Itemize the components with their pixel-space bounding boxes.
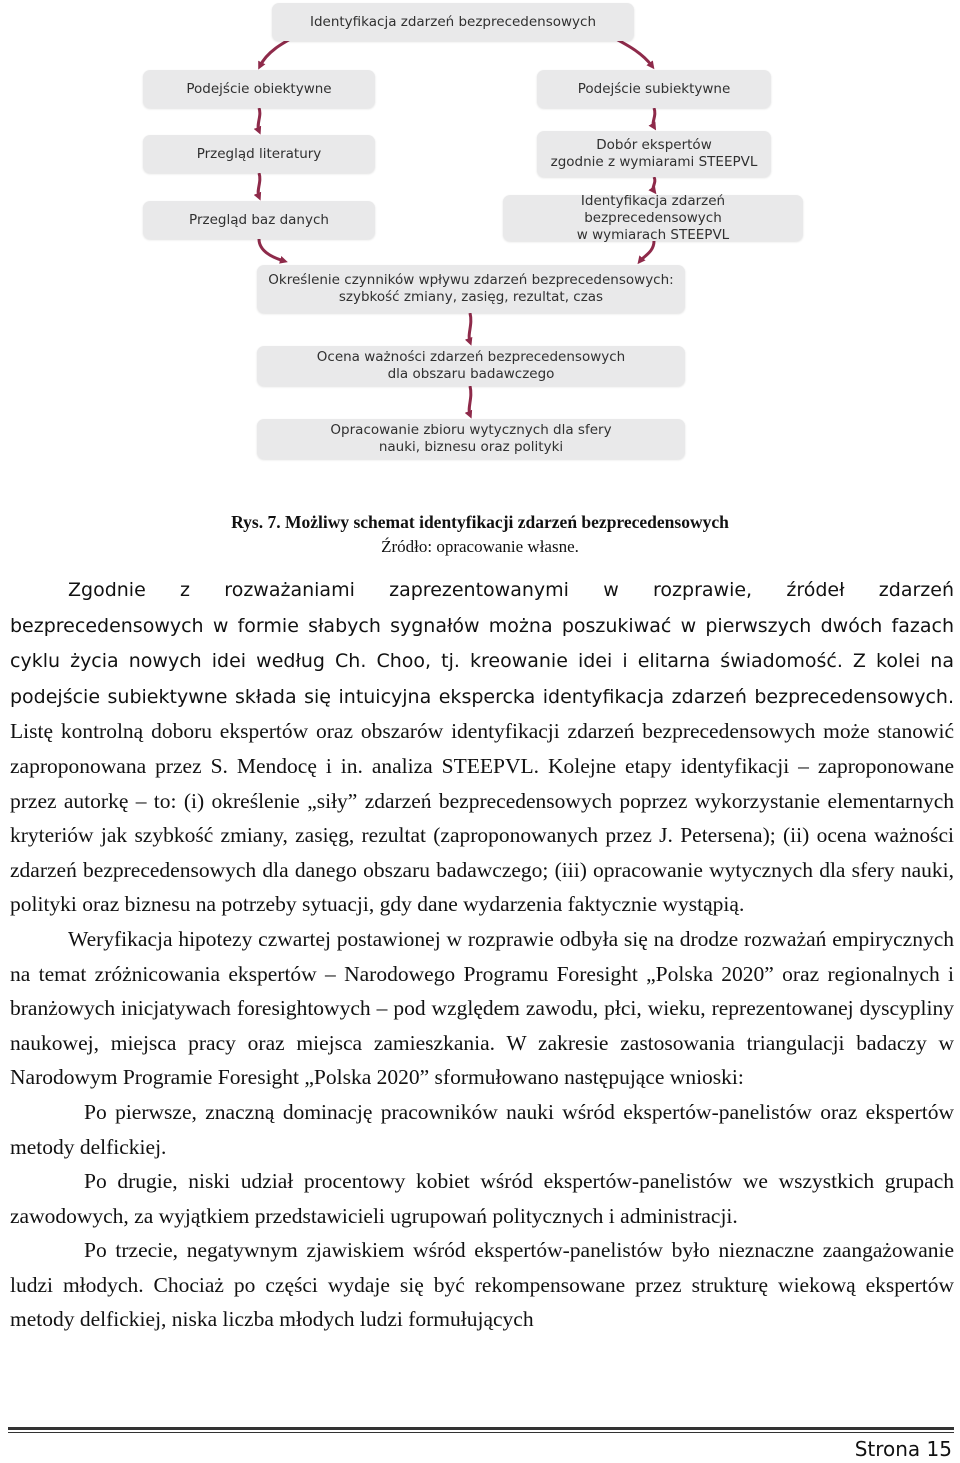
node-guidelines: Opracowanie zbioru wytycznych dla sfery nauki, biznesu oraz polityki <box>257 419 685 459</box>
node-database-review: Przegląd baz danych <box>143 201 375 239</box>
arrow-factors-to-assessment <box>469 313 471 342</box>
paragraph-5: Po trzecie, negatywnym zjawiskiem wśród ekspertów-panelistów było nieznaczne zaangażowanie ludzi młodych. Chociaż po części wydaje się być rekompensowane przez strukturę wiekową ekspertów metody delfickiej, niska liczba młodych ludzi formułujących <box>10 1238 954 1332</box>
arrow-experts-to-identification <box>653 177 655 191</box>
arrow-identification-to-factors <box>640 241 654 261</box>
arrow-subjective-to-experts <box>653 108 655 127</box>
node-importance-assessment: Ocena ważności zdarzeń bezprecedensowych dla obszaru badawczego <box>257 346 685 386</box>
arrow-objective-to-literature <box>258 108 260 131</box>
arrow-literature-to-databases <box>258 173 260 197</box>
paragraph-1 <box>10 572 954 922</box>
arrow-assessment-to-guidelines <box>469 386 471 415</box>
node-expert-selection: Dobór ekspertów zgodnie z wymiarami STEEPVL <box>537 131 771 177</box>
paragraph-1-part-b: Listę kontrolną doboru ekspertów oraz obszarów identyfikacji zdarzeń bezprecedensowych może stanowić zaproponowana przez S. Mendocę i in. analiza STEEPVL. Kolejne etapy identyfikacji – zaproponowane przez autorkę – to: (i) określenie „siły” zdarzeń bezprecedensowych poprzez wykorzystanie elementarnych kryteriów jak szybkość zmiany, zasięg, rezultat (zaproponowanych przez J. Petersena); (ii) ocena ważności zdarzeń bezprecedensowych dla danego obszaru badawczego; (iii) opracowanie wytycznych dla sfery nauki, polityki oraz biznesu na potrzeby sytuacji, gdy dane wydarzenia faktycznie wystąpią. <box>10 719 954 917</box>
figure-caption: Rys. 7. Możliwy schemat identyfikacji zdarzeń bezprecedensowych <box>231 512 729 532</box>
flow-diagram <box>0 0 960 470</box>
node-identification: Identyfikacja zdarzeń bezprecedensowych <box>272 3 634 41</box>
body-text <box>10 572 954 1337</box>
paragraph-3: Po pierwsze, znaczną dominację pracowników nauki wśród ekspertów-panelistów oraz ekspertów metody delfickiej. <box>10 1099 954 1159</box>
figure-source: Źródło: opracowanie własne. <box>381 537 579 556</box>
node-impact-factors: Określenie czynników wpływu zdarzeń bezprecedensowych: szybkość zmiany, zasięg, rezultat, czas <box>257 265 685 313</box>
node-literature-review: Przegląd literatury <box>143 135 375 173</box>
node-identification-steepvl: Identyfikacja zdarzeń bezprecedensowych w wymiarach STEEPVL <box>503 195 803 241</box>
arrow-databases-to-factors <box>259 239 284 261</box>
paragraph-1-part-a: Zgodnie z rozważaniami zaprezentowanymi w rozprawie, źródeł zdarzeń bezprecedensowych w formie słabych sygnałów można poszukiwać w pierwszych dwóch fazach cyklu życia nowych idei według Ch. Choo, tj. kreowanie idei i elitarna świadomość. Z kolei na podejście subiektywne składa się intuicyjna ekspercka identyfikacja zdarzeń bezprecedensowych. <box>10 579 954 708</box>
footer-rule-thin <box>8 1432 954 1433</box>
page-number: Strona 15 <box>854 1437 952 1461</box>
paragraph-2: Weryfikacja hipotezy czwartej postawionej w rozprawie odbyła się na drodze rozważań empirycznych na temat zróżnicowania ekspertów – Narodowego Programu Foresight „Polska 2020” oraz regionalnych i branżowych inicjatywach foresightowych – pod względem zawodu, płci, wieku, reprezentowanej dyscypliny naukowej, miejsca pracy oraz miejsca zamieszkania. W zakresie zastosowania triangulacji badaczy w Narodowym Programie Foresight „Polska 2020” sformułowano następujące wnioski: <box>10 926 954 1090</box>
footer-rule-thick <box>8 1427 954 1430</box>
paragraph-4: Po drugie, niski udział procentowy kobiet wśród ekspertów-panelistów we wszystkich grupach zawodowych, za wyjątkiem przedstawicieli ugrupowań politycznych i administracji. <box>10 1169 954 1228</box>
node-objective-approach: Podejście obiektywne <box>143 70 375 108</box>
node-subjective-approach: Podejście subiektywne <box>537 70 771 108</box>
